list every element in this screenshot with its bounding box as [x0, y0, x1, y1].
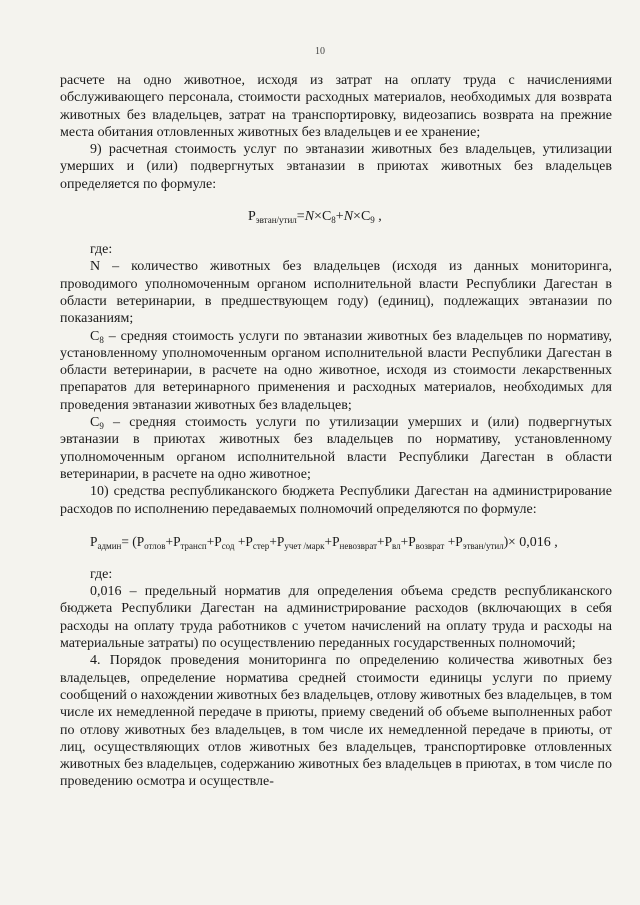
- formula-term-subscript: невозврат: [339, 540, 378, 551]
- formula-terms: [137, 534, 504, 549]
- where-label-2: где:: [90, 566, 113, 582]
- where-label-1: где:: [90, 242, 113, 258]
- formula-term: +P: [206, 533, 222, 549]
- paragraph-item-10: 10) средства республиканского бюджета Республики Дагестан на администрирование расходов по исполнению передаваемых полномочий определяются по формуле:: [60, 484, 612, 517]
- paragraph-continuation: расчете на одно животное, исходя из затрат на оплату труда с начислениями обслуживающего персонала, стоимости расходных материалов, необходимых для возврата животных без владельцев, затрат на транспортировку, видеозапись возврата на прежние места обитания отловленных животных без владельцев и ее хранение;: [60, 73, 612, 140]
- formula-term: +P: [165, 533, 181, 549]
- formula-term: +P: [234, 533, 253, 549]
- formula-euthanasia: $P_{эвтан/утил}=N\times C_8+N\times C_9$ ,: [248, 209, 382, 226]
- formula-term-subscript: сод: [221, 540, 235, 551]
- definition-coefficient: 0,016 – предельный норматив для определения объема средств республиканского бюджета Республики Дагестан на администрирование расходов (включающих в себя расходы на оплату труда работников с учетом начислений на оплату труда и расходы на материальные затраты) по осуществлению переданных государственных полномочий;: [60, 584, 612, 652]
- paragraph-section-4: 4. Порядок проведения мониторинга по определению количества животных без владельцев, определение норматива средней стоимости единицы услуги по приему сообщений о нахождении животных без владельцев, отлову животных без владельцев, в том числе их немедленной передаче в приюты, приему сведений об объеме выполненных работ по отлову животных без владельцев, в том числе их немедленной передаче в приюты, от лиц, осуществляющих отлов животных без владельцев, транспортировке отловленных животных без владельцев, содержанию животных без владельцев в приютах, в том числе по проведению осмотра и осуществле-: [60, 653, 612, 790]
- formula-term-subscript: вл: [392, 540, 401, 551]
- formula-term: +P: [324, 533, 340, 549]
- document-body: [60, 72, 612, 791]
- formula-term: +P: [377, 533, 393, 549]
- paragraph-item-9: 9) расчетная стоимость услуг по эвтаназии животных без владельцев, утилизации умерших и (или) подвергнутых эвтаназии в приютах животных без владельцев определяется по формуле:: [60, 142, 612, 192]
- formula-term-subscript: учет /марк: [284, 540, 325, 551]
- formula-term-subscript: стер: [252, 540, 270, 551]
- definition-n: N – количество животных без владельцев (исходя из данных мониторинга, проводимого уполномоченным органом исполнительной власти Республики Дагестан в области ветеринарии, в предшествующем году) (единиц), подлежащих эвтаназии по показаниям;: [60, 259, 612, 327]
- formula-administration: $P_{админ}= (P_{отлов}+P_{трансп}+P_{сод} +P_{стер}+P_{учет /марк}+P_{невозврат}+P_{вл}+P_{возврат} +P_{этван/утил})\times 0,016$ ,: [90, 533, 558, 551]
- page-number: 10: [315, 46, 325, 57]
- formula-term: +P: [444, 533, 463, 549]
- formula-term-subscript: отлов: [144, 540, 166, 551]
- formula-term: +P: [269, 533, 285, 549]
- formula-term: P: [136, 533, 145, 549]
- formula-term: +P: [400, 533, 416, 549]
- definition-c9: $C_9$ – средняя стоимость услуги по утилизации умерших и (или) подвергнутых эвтаназии в приютах животных без владельцев по нормативу, установленному уполномоченным органом исполнительной власти Республики Дагестан в области ветеринарии, в расчете на одно животное;: [60, 415, 612, 482]
- definition-c8: $C_8$ – средняя стоимость услуги по эвтаназии животных без владельцев по нормативу, установленному уполномоченным органом исполнительной власти Республики Дагестан в области ветеринарии, в расчете на одно животное, исходя из стоимости лекарственных препаратов для ветеринарного применения и расходных материалов, необходимых для проведения эвтаназии животных без владельцев;: [60, 328, 612, 413]
- formula-term-subscript: этван/утил: [462, 540, 504, 551]
- formula-term-subscript: возврат: [415, 540, 445, 551]
- formula-term-subscript: трансп: [180, 540, 207, 551]
